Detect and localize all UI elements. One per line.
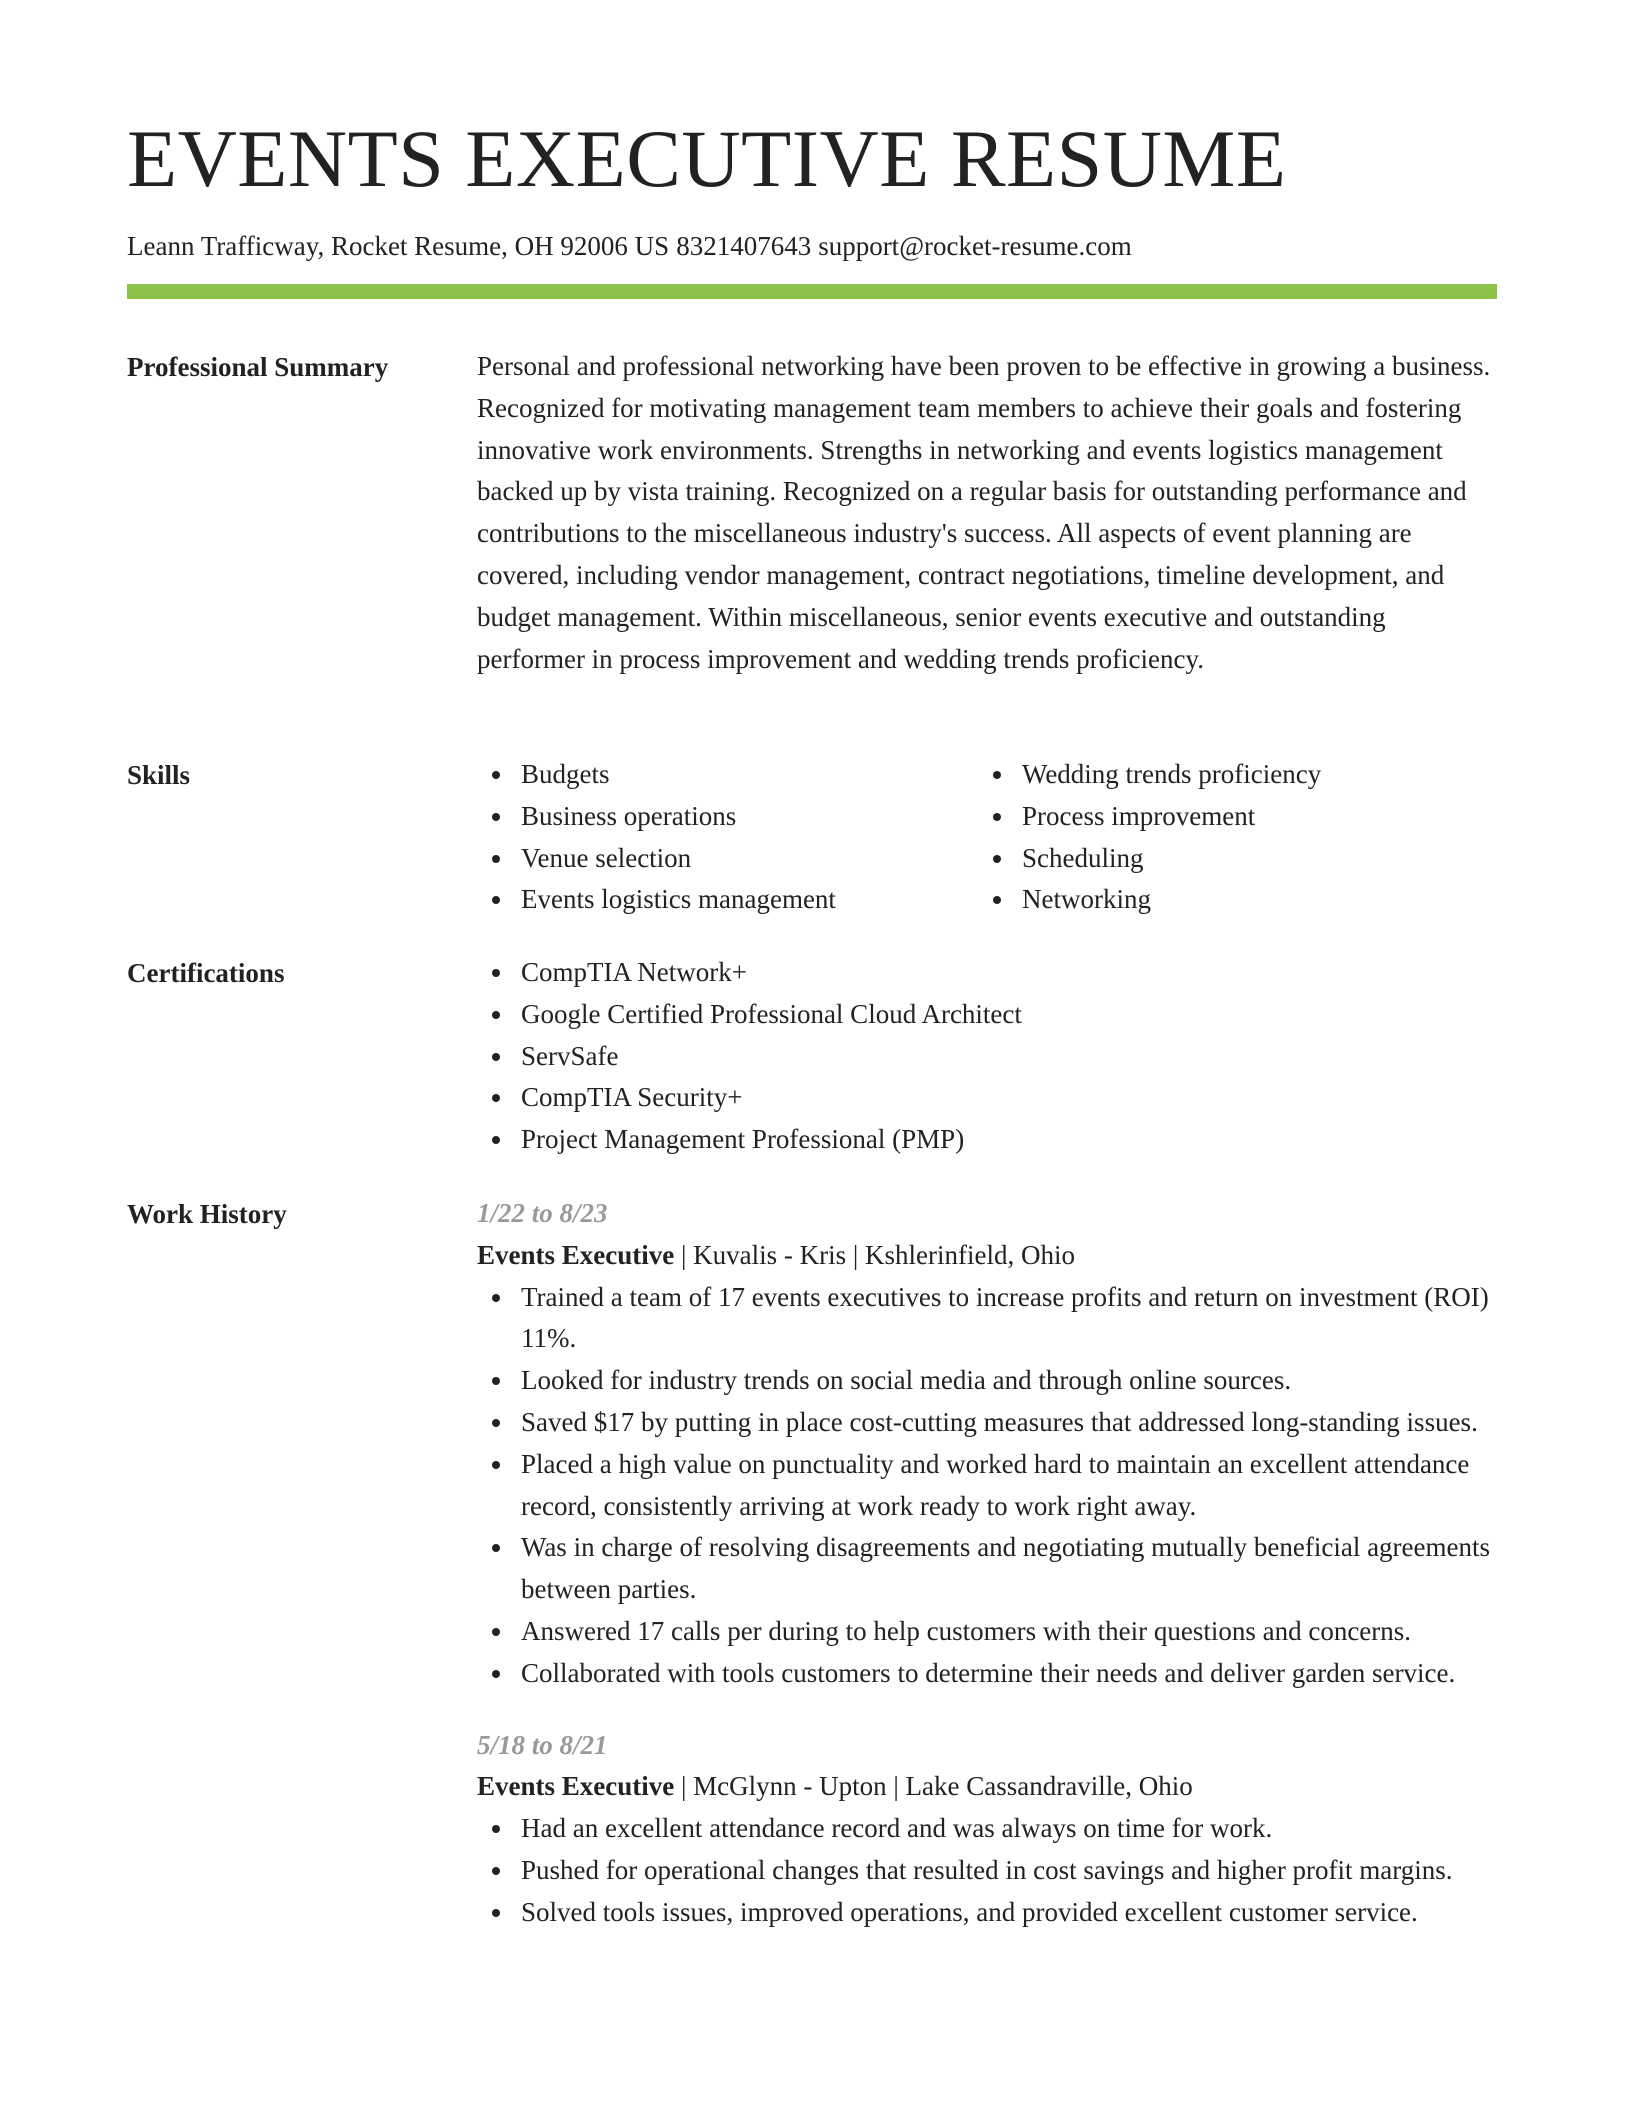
skills-list-right bbox=[978, 754, 1479, 921]
job-entry bbox=[477, 1725, 1497, 1934]
job-bullets bbox=[477, 1808, 1497, 1933]
job-bullet: Looked for industry trends on social media and through online sources. bbox=[477, 1360, 1497, 1402]
job-bullet: Collaborated with tools customers to determine their needs and deliver garden service. bbox=[477, 1653, 1497, 1695]
skill-item: Business operations bbox=[477, 796, 978, 838]
job-bullet: Trained a team of 17 events executives to increase profits and return on investment (ROI) 11%. bbox=[477, 1277, 1497, 1361]
job-dates: 1/22 to 8/23 bbox=[477, 1198, 608, 1228]
header-divider bbox=[127, 284, 1497, 299]
certification-item: CompTIA Network+ bbox=[477, 952, 1497, 994]
certification-item: Project Management Professional (PMP) bbox=[477, 1119, 1497, 1161]
skill-item: Wedding trends proficiency bbox=[978, 754, 1479, 796]
contact-line bbox=[127, 230, 1132, 262]
certifications-content bbox=[477, 952, 1497, 1161]
resume-title: EVENTS EXECUTIVE RESUME bbox=[127, 113, 1287, 204]
contact-phone: 8321407643 bbox=[676, 231, 812, 261]
job-bullet: Placed a high value on punctuality and worked hard to maintain an excellent attendance record, consistently arriving at work ready to work right away. bbox=[477, 1444, 1497, 1528]
job-role: Events Executive bbox=[477, 1771, 675, 1802]
summary-content bbox=[477, 346, 1497, 680]
skill-item: Venue selection bbox=[477, 838, 978, 880]
skills-heading: Skills bbox=[127, 760, 191, 790]
contact-email: support@rocket-resume.com bbox=[818, 231, 1132, 261]
skill-item: Scheduling bbox=[978, 838, 1479, 880]
job-company-location: | Kuvalis - Kris | Kshlerinfield, Ohio bbox=[674, 1239, 1075, 1270]
job-bullet: Saved $17 by putting in place cost-cutting measures that addressed long-standing issues. bbox=[477, 1402, 1497, 1444]
skills-content bbox=[477, 754, 1497, 921]
job-bullet: Pushed for operational changes that resulted in cost savings and higher profit margins. bbox=[477, 1850, 1497, 1892]
skill-item: Networking bbox=[978, 879, 1479, 921]
job-dates: 5/18 to 8/21 bbox=[477, 1729, 608, 1760]
job-bullets bbox=[477, 1277, 1497, 1695]
job-bullet: Had an excellent attendance record and was always on time for work. bbox=[477, 1808, 1497, 1850]
job-bullet: Was in charge of resolving disagreements and negotiating mutually beneficial agreements between parties. bbox=[477, 1527, 1497, 1611]
certification-item: ServSafe bbox=[477, 1036, 1497, 1078]
certifications-list bbox=[477, 952, 1497, 1161]
work-history-heading: Work History bbox=[127, 1199, 287, 1229]
contact-address: Leann Trafficway, Rocket Resume, OH 92006 US bbox=[127, 231, 670, 261]
job-title-line bbox=[477, 1235, 1497, 1277]
skills-list-left bbox=[477, 754, 978, 921]
skill-item: Process improvement bbox=[978, 796, 1479, 838]
certification-item: CompTIA Security+ bbox=[477, 1077, 1497, 1119]
skill-item: Events logistics management bbox=[477, 879, 978, 921]
job-company-location: | McGlynn - Upton | Lake Cassandraville, Ohio bbox=[674, 1771, 1193, 1802]
job-role: Events Executive bbox=[477, 1239, 675, 1270]
job-title-line bbox=[477, 1766, 1497, 1808]
skills-grid bbox=[477, 754, 1497, 921]
summary-heading: Professional Summary bbox=[127, 352, 389, 382]
summary-text: Personal and professional networking have been proven to be effective in growing a business. Recognized for motivating management team members to achieve their goals and fostering innovative work environments. Strengths in networking and events logistics management backed up by vista training. Recognized on a regular basis for outstanding performance and contributions to the miscellaneous industry's success. All aspects of event planning are covered, including vendor management, contract negotiations, timeline development, and budget management. Within miscellaneous, senior events executive and outstanding performer in process improvement and wedding trends proficiency. bbox=[477, 351, 1491, 674]
certifications-heading: Certifications bbox=[127, 958, 285, 988]
job-entry bbox=[477, 1193, 1497, 1695]
certification-item: Google Certified Professional Cloud Architect bbox=[477, 994, 1497, 1036]
skill-item: Budgets bbox=[477, 754, 978, 796]
job-bullet: Solved tools issues, improved operations, and provided excellent customer service. bbox=[477, 1892, 1497, 1934]
work-history-content bbox=[477, 1193, 1497, 1934]
job-bullet: Answered 17 calls per during to help customers with their questions and concerns. bbox=[477, 1611, 1497, 1653]
